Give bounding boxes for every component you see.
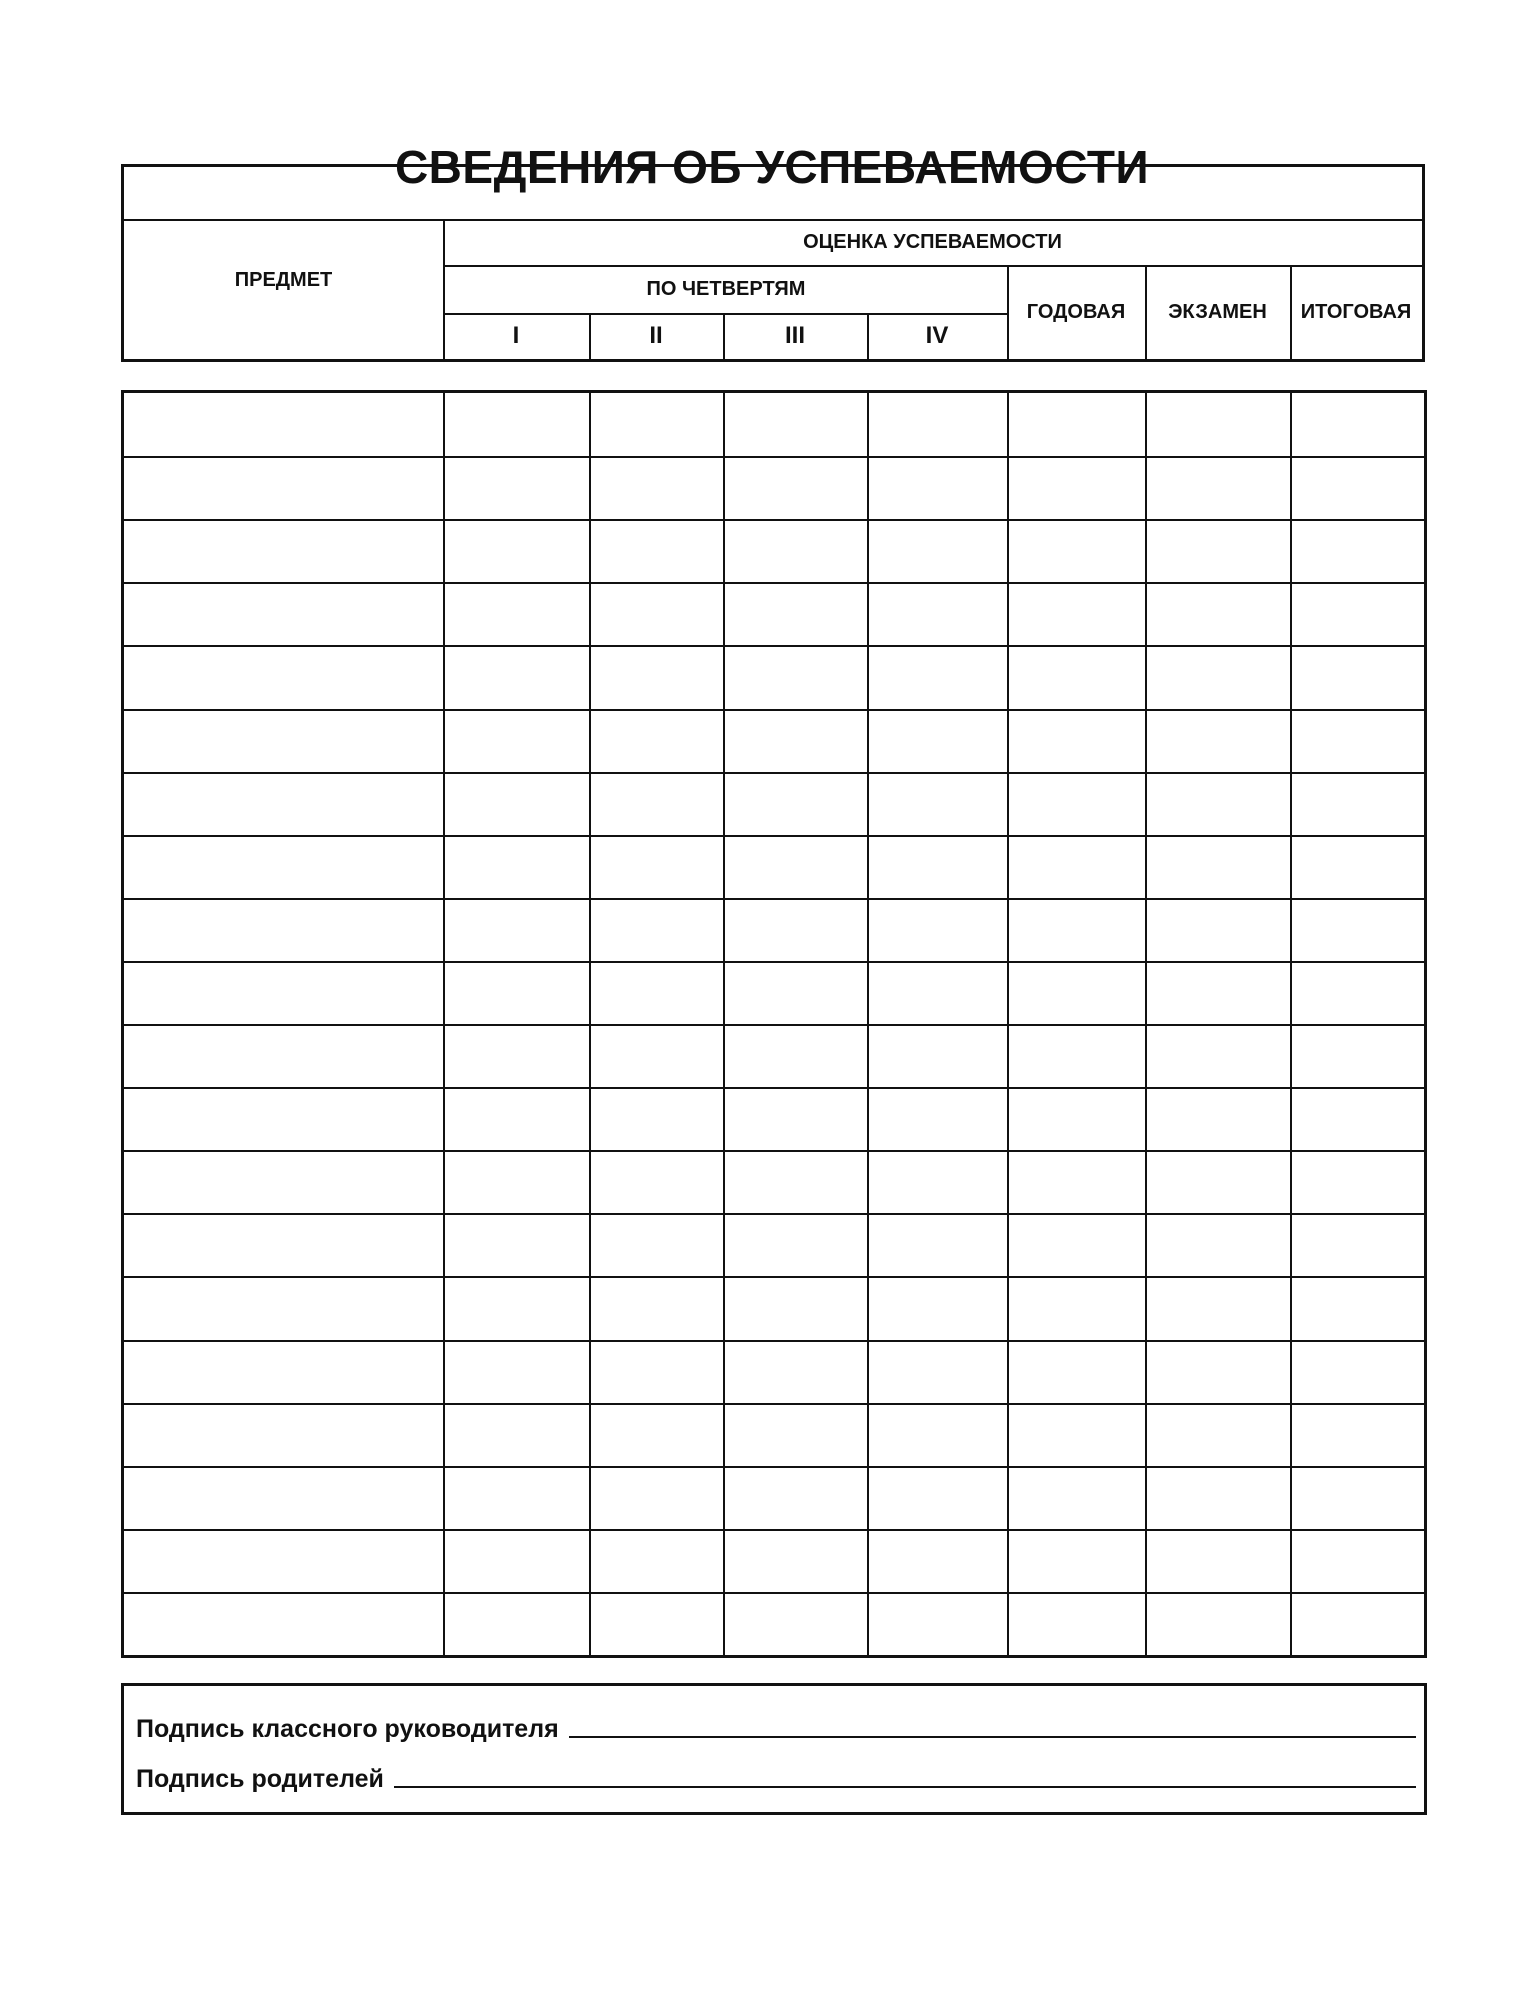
grade-cell[interactable] xyxy=(867,458,1009,521)
grade-cell[interactable] xyxy=(1290,647,1426,710)
grade-cell[interactable] xyxy=(867,1594,1009,1657)
grade-cell[interactable] xyxy=(1145,1531,1292,1594)
grade-cell[interactable] xyxy=(1290,1152,1426,1215)
table-row xyxy=(124,456,1424,521)
grade-cell[interactable] xyxy=(1007,1089,1147,1152)
grade-cell[interactable] xyxy=(1290,393,1426,456)
grade-cell[interactable] xyxy=(1145,393,1292,456)
grade-cell[interactable] xyxy=(723,1152,869,1215)
subject-cell[interactable] xyxy=(124,521,443,584)
grade-cell[interactable] xyxy=(723,1215,869,1278)
table-row xyxy=(124,1403,1424,1468)
grade-cell[interactable] xyxy=(723,1405,869,1468)
grade-cell[interactable] xyxy=(589,647,725,710)
grade-cell[interactable] xyxy=(1290,1089,1426,1152)
grade-cell[interactable] xyxy=(1145,1026,1292,1089)
table-row xyxy=(124,519,1424,584)
quarter-4-header: IV xyxy=(925,322,949,349)
signature-box xyxy=(121,1683,1427,1815)
table-row xyxy=(124,709,1424,774)
grade-cell[interactable] xyxy=(723,647,869,710)
grade-cell[interactable] xyxy=(1290,458,1426,521)
subject-cell[interactable] xyxy=(124,584,443,647)
grade-cell[interactable] xyxy=(1145,900,1292,963)
grade-cell[interactable] xyxy=(443,711,591,774)
grade-cell[interactable] xyxy=(589,1594,725,1657)
table-row xyxy=(124,645,1424,710)
grade-cell[interactable] xyxy=(443,1405,591,1468)
grade-cell[interactable] xyxy=(589,1405,725,1468)
grade-cell[interactable] xyxy=(1145,521,1292,584)
grade-cell[interactable] xyxy=(589,900,725,963)
grade-cell[interactable] xyxy=(443,1152,591,1215)
subject-cell[interactable] xyxy=(124,1215,443,1278)
grade-cell[interactable] xyxy=(723,1278,869,1341)
subject-cell[interactable] xyxy=(124,1468,443,1531)
grade-cell[interactable] xyxy=(1007,521,1147,584)
grade-cell[interactable] xyxy=(1290,1531,1426,1594)
grade-cell[interactable] xyxy=(589,1089,725,1152)
grade-cell[interactable] xyxy=(1007,837,1147,900)
grade-cell[interactable] xyxy=(723,774,869,837)
subject-cell[interactable] xyxy=(124,711,443,774)
grade-cell[interactable] xyxy=(443,521,591,584)
grade-cell[interactable] xyxy=(1290,711,1426,774)
grade-cell[interactable] xyxy=(867,1342,1009,1405)
grade-cell[interactable] xyxy=(867,1215,1009,1278)
final-header: ИТОГОВАЯ xyxy=(1300,300,1412,323)
grade-cell[interactable] xyxy=(723,837,869,900)
grades-grid xyxy=(121,390,1427,1658)
header-table xyxy=(121,164,1425,362)
grade-cell[interactable] xyxy=(1007,1468,1147,1531)
grade-cell[interactable] xyxy=(1290,1342,1426,1405)
grade-cell[interactable] xyxy=(723,900,869,963)
grade-cell[interactable] xyxy=(443,458,591,521)
subject-cell[interactable] xyxy=(124,1531,443,1594)
grade-cell[interactable] xyxy=(1145,711,1292,774)
grade-cell[interactable] xyxy=(443,1278,591,1341)
grade-cell[interactable] xyxy=(723,1468,869,1531)
grade-cell[interactable] xyxy=(723,1089,869,1152)
table-row xyxy=(124,772,1424,837)
subject-cell[interactable] xyxy=(124,963,443,1026)
grade-cell[interactable] xyxy=(867,837,1009,900)
grade-cell[interactable] xyxy=(1290,774,1426,837)
grade-cell[interactable] xyxy=(443,1468,591,1531)
table-row xyxy=(124,1466,1424,1531)
grade-cell[interactable] xyxy=(723,963,869,1026)
exam-header: ЭКЗАМЕН xyxy=(1168,300,1267,323)
grade-cell[interactable] xyxy=(1145,584,1292,647)
grade-cell[interactable] xyxy=(867,1531,1009,1594)
table-row xyxy=(124,835,1424,900)
grade-cell[interactable] xyxy=(1290,1026,1426,1089)
grade-cell[interactable] xyxy=(723,458,869,521)
grade-cell[interactable] xyxy=(867,1278,1009,1341)
grade-cell[interactable] xyxy=(1007,711,1147,774)
grade-cell[interactable] xyxy=(1290,1278,1426,1341)
grade-cell[interactable] xyxy=(1007,1594,1147,1657)
grade-cell[interactable] xyxy=(867,963,1009,1026)
grade-cell[interactable] xyxy=(589,458,725,521)
grade-cell[interactable] xyxy=(1007,1215,1147,1278)
subject-cell[interactable] xyxy=(124,1152,443,1215)
quarters-group-header: ПО ЧЕТВЕРТЯМ xyxy=(646,277,806,300)
teacher-signature-label: Подпись классного руководителя xyxy=(136,1715,559,1743)
grade-cell[interactable] xyxy=(1145,963,1292,1026)
grade-cell[interactable] xyxy=(1145,837,1292,900)
grade-cell[interactable] xyxy=(723,584,869,647)
grade-cell[interactable] xyxy=(443,1594,591,1657)
grade-cell[interactable] xyxy=(723,1594,869,1657)
grade-cell[interactable] xyxy=(867,774,1009,837)
grade-cell[interactable] xyxy=(1007,900,1147,963)
grade-cell[interactable] xyxy=(443,900,591,963)
grade-cell[interactable] xyxy=(867,1026,1009,1089)
grade-cell[interactable] xyxy=(443,1215,591,1278)
grade-cell[interactable] xyxy=(723,1026,869,1089)
grade-cell[interactable] xyxy=(1145,1089,1292,1152)
grade-cell[interactable] xyxy=(589,1152,725,1215)
grade-cell[interactable] xyxy=(443,1531,591,1594)
grade-cell[interactable] xyxy=(1290,837,1426,900)
grade-cell[interactable] xyxy=(867,393,1009,456)
table-row xyxy=(124,1213,1424,1278)
grade-cell[interactable] xyxy=(1145,1594,1292,1657)
grade-cell[interactable] xyxy=(1007,1152,1147,1215)
page-title: СВЕДЕНИЯ ОБ УСПЕВАЕМОСТИ xyxy=(394,141,1150,193)
grade-cell[interactable] xyxy=(867,584,1009,647)
subject-cell[interactable] xyxy=(124,837,443,900)
grade-cell[interactable] xyxy=(1290,1594,1426,1657)
grade-cell[interactable] xyxy=(1290,1405,1426,1468)
subject-cell[interactable] xyxy=(124,1026,443,1089)
parents-signature-row xyxy=(136,1754,1416,1794)
grade-cell[interactable] xyxy=(1007,647,1147,710)
grade-cell[interactable] xyxy=(589,1215,725,1278)
grade-cell[interactable] xyxy=(723,711,869,774)
subject-cell[interactable] xyxy=(124,393,443,456)
grade-cell[interactable] xyxy=(1007,1026,1147,1089)
grade-cell[interactable] xyxy=(1145,1215,1292,1278)
quarter-1-header: I xyxy=(512,322,520,349)
table-row xyxy=(124,1087,1424,1152)
grade-cell[interactable] xyxy=(1290,521,1426,584)
parents-signature-label: Подпись родителей xyxy=(136,1765,384,1793)
grade-cell[interactable] xyxy=(443,963,591,1026)
table-row xyxy=(124,898,1424,963)
grade-cell[interactable] xyxy=(1145,1405,1292,1468)
subject-cell[interactable] xyxy=(124,1278,443,1341)
grade-cell[interactable] xyxy=(867,900,1009,963)
table-row xyxy=(124,1276,1424,1341)
table-row xyxy=(124,1529,1424,1594)
grade-cell[interactable] xyxy=(443,584,591,647)
grade-cell[interactable] xyxy=(1145,1278,1292,1341)
table-row xyxy=(124,1024,1424,1089)
grade-cell[interactable] xyxy=(443,837,591,900)
teacher-signature-line[interactable] xyxy=(569,1726,1416,1738)
grade-cell[interactable] xyxy=(443,1026,591,1089)
grade-cell[interactable] xyxy=(589,837,725,900)
grade-cell[interactable] xyxy=(1007,1278,1147,1341)
grade-cell[interactable] xyxy=(1007,774,1147,837)
subject-cell[interactable] xyxy=(124,774,443,837)
grade-cell[interactable] xyxy=(1290,1468,1426,1531)
quarter-3-header: III xyxy=(784,322,805,349)
grade-cell[interactable] xyxy=(1007,584,1147,647)
grade-group-header: ОЦЕНКА УСПЕВАЕМОСТИ xyxy=(803,230,1062,253)
quarter-2-header: II xyxy=(649,322,663,349)
grade-cell[interactable] xyxy=(589,963,725,1026)
subject-header: ПРЕДМЕТ xyxy=(234,269,333,291)
table-row xyxy=(124,961,1424,1026)
grade-cell[interactable] xyxy=(589,1531,725,1594)
grade-cell[interactable] xyxy=(1290,900,1426,963)
grade-cell[interactable] xyxy=(443,774,591,837)
grade-cell[interactable] xyxy=(1007,458,1147,521)
subject-cell[interactable] xyxy=(124,647,443,710)
grade-cell[interactable] xyxy=(589,521,725,584)
grade-cell[interactable] xyxy=(589,393,725,456)
grade-cell[interactable] xyxy=(1007,393,1147,456)
grade-cell[interactable] xyxy=(589,774,725,837)
subject-cell[interactable] xyxy=(124,1594,443,1657)
grade-cell[interactable] xyxy=(723,393,869,456)
grade-cell[interactable] xyxy=(1145,774,1292,837)
annual-header: ГОДОВАЯ xyxy=(1026,300,1126,323)
grade-cell[interactable] xyxy=(1145,647,1292,710)
grade-cell[interactable] xyxy=(443,1089,591,1152)
grade-cell[interactable] xyxy=(867,647,1009,710)
grade-cell[interactable] xyxy=(589,584,725,647)
table-row xyxy=(124,1340,1424,1405)
grade-cell[interactable] xyxy=(867,711,1009,774)
grade-cell[interactable] xyxy=(1007,1342,1147,1405)
table-row xyxy=(124,582,1424,647)
grade-cell[interactable] xyxy=(867,521,1009,584)
grade-cell[interactable] xyxy=(1145,1342,1292,1405)
table-row xyxy=(124,393,1424,456)
grade-cell[interactable] xyxy=(589,711,725,774)
grade-cell[interactable] xyxy=(1007,1405,1147,1468)
grade-cell[interactable] xyxy=(867,1468,1009,1531)
grade-cell[interactable] xyxy=(723,521,869,584)
grade-cell[interactable] xyxy=(443,647,591,710)
grade-cell[interactable] xyxy=(589,1026,725,1089)
grade-cell[interactable] xyxy=(867,1089,1009,1152)
grade-cell[interactable] xyxy=(1145,1468,1292,1531)
grade-cell[interactable] xyxy=(1007,1531,1147,1594)
grade-cell[interactable] xyxy=(867,1405,1009,1468)
table-row xyxy=(124,1592,1424,1657)
subject-cell[interactable] xyxy=(124,1405,443,1468)
grade-cell[interactable] xyxy=(1290,1215,1426,1278)
grade-cell[interactable] xyxy=(443,1342,591,1405)
grade-cell[interactable] xyxy=(1145,1152,1292,1215)
teacher-signature-row xyxy=(136,1704,1416,1744)
grade-cell[interactable] xyxy=(1290,963,1426,1026)
table-row xyxy=(124,1150,1424,1215)
parents-signature-line[interactable] xyxy=(394,1776,1416,1788)
subject-cell[interactable] xyxy=(124,1089,443,1152)
grade-cell[interactable] xyxy=(589,1278,725,1341)
grade-cell[interactable] xyxy=(1007,963,1147,1026)
grade-cell[interactable] xyxy=(589,1468,725,1531)
grade-cell[interactable] xyxy=(589,1342,725,1405)
subject-cell[interactable] xyxy=(124,458,443,521)
subject-cell[interactable] xyxy=(124,900,443,963)
grade-cell[interactable] xyxy=(723,1531,869,1594)
grade-cell[interactable] xyxy=(443,393,591,456)
grade-cell[interactable] xyxy=(723,1342,869,1405)
subject-cell[interactable] xyxy=(124,1342,443,1405)
grade-cell[interactable] xyxy=(867,1152,1009,1215)
grade-cell[interactable] xyxy=(1290,584,1426,647)
grade-cell[interactable] xyxy=(1145,458,1292,521)
